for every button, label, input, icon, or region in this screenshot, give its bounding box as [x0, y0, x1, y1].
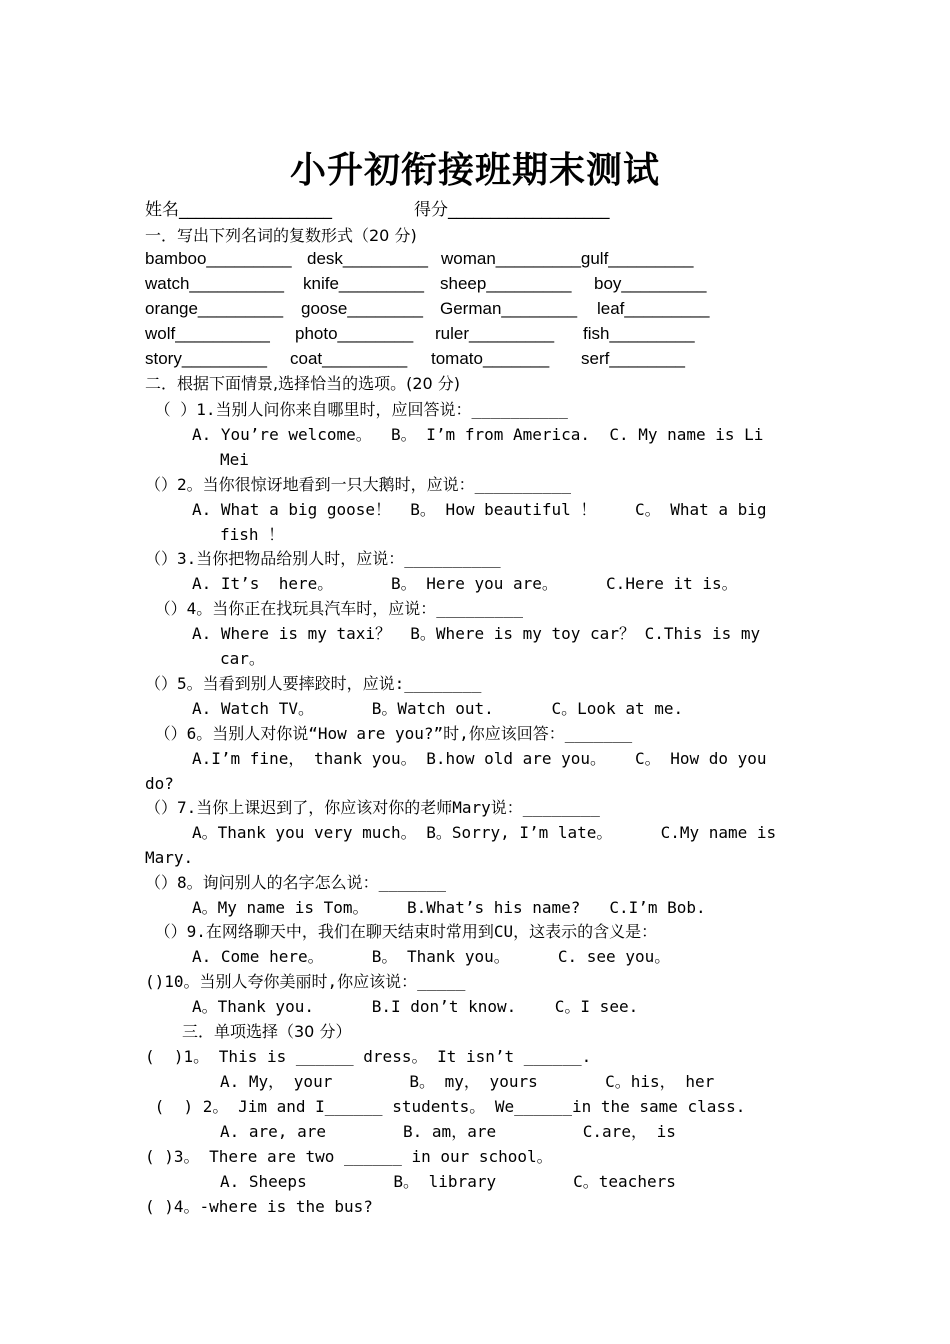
plural-item: wolf__________ [145, 324, 270, 343]
option-continuation: Mary. [145, 848, 194, 867]
question-line: （）6。当别人对你说“How are you?”时,你应该回答：_______ [145, 724, 633, 743]
option-line: A. are, are B. am，are C.are， is [220, 1122, 676, 1141]
option-line: A。My name is Tom。 B.What’s his name? C.I’m Bob. [192, 898, 706, 917]
plural-item: fish_________ [583, 324, 695, 343]
option-line: A. You’re welcome。 B。 I’m from America. C. My name is Li [192, 425, 764, 444]
option-line: A. Come here。 B。 Thank you。 C. see you。 [192, 947, 671, 966]
plural-item: leaf_________ [597, 299, 710, 318]
question-line: ( )3。 There are two ______ in our school。 [145, 1147, 553, 1166]
section1-heading: 一．写出下列名词的复数形式（20 分) [145, 226, 417, 245]
question-line: （）5。当看到别人要摔跤时，应说:________ [145, 674, 482, 693]
option-line: A. Sheeps B。 library C。teachers [220, 1172, 676, 1191]
question-line: （）9.在网络聊天中，我们在聊天结束时常用到CU，这表示的含义是： [145, 922, 658, 941]
option-continuation: Mei [220, 450, 249, 469]
option-line: A. What a big goose！ B。 How beautiful ！ C。 What a big [192, 500, 767, 519]
plural-item: German________ [440, 299, 578, 318]
question-line: ( )4。-where is the bus? [145, 1197, 373, 1216]
plural-item: coat_________ [290, 349, 408, 368]
question-line: （）2。当你很惊讶地看到一只大鹅时，应说：__________ [145, 475, 571, 494]
option-continuation: car。 [220, 649, 265, 668]
plural-item: bamboo_________ [145, 249, 292, 268]
option-continuation: fish ！ [220, 525, 285, 544]
option-line: A. My， your B。 my， yours C。his， her [220, 1072, 715, 1091]
question-line: （）7.当你上课迟到了，你应该对你的老师Mary说：________ [145, 798, 600, 817]
plural-item: boy_________ [594, 274, 707, 293]
option-line: A.I’m fine， thank you。 B.how old are you。 C。 How do you [192, 749, 767, 768]
name-field-label: 姓名__________________ [145, 200, 332, 220]
plural-item: knife_________ [303, 274, 425, 293]
section2-heading: 二．根据下面情景,选择恰当的选项。(20 分) [145, 374, 461, 393]
question-line: （）3.当你把物品给别人时，应说：__________ [145, 549, 501, 568]
option-line: A. It’s here。 B。 Here you are。 C.Here it is。 [192, 574, 738, 593]
plural-item: serf________ [581, 349, 685, 368]
plural-item: woman_________gulf_________ [441, 249, 694, 268]
question-line: （ ）1.当别人问你来自哪里时，应回答说：__________ [145, 400, 568, 419]
plural-item: photo________ [295, 324, 414, 343]
plural-item: desk_________ [307, 249, 429, 268]
option-line: A. Watch TV。 B。Watch out. C。Look at me. [192, 699, 684, 718]
option-line: A. Where is my taxi？ B。Where is my toy car？ C.This is my [192, 624, 761, 643]
option-line: A。Thank you. B.I don’t know. C。I see. [192, 997, 639, 1016]
score-field-label: 得分___________________ [414, 200, 610, 220]
question-line: （）4。当你正在找玩具汽车时，应说：_________ [145, 599, 523, 618]
plural-item: story_________ [145, 349, 267, 368]
question-line: ( )1。 This is ______ dress。 It isn’t ______. [145, 1047, 592, 1066]
plural-item: tomato_______ [431, 349, 550, 368]
plural-item: ruler_________ [435, 324, 555, 343]
question-line: （）8。询问别人的名字怎么说：_______ [145, 873, 447, 892]
option-line: A。Thank you very much。 B。Sorry, I’m late。 C.My name is [192, 823, 777, 842]
page-title: 小升初衔接班期末测试 [289, 149, 660, 191]
question-line: ()10。当别人夸你美丽时,你应该说：_____ [145, 972, 466, 991]
plural-item: orange_________ [145, 299, 284, 318]
section3-heading: 三．单项选择（30 分） [182, 1022, 352, 1041]
plural-item: watch__________ [145, 274, 284, 293]
plural-item: sheep_________ [440, 274, 572, 293]
plural-item: goose________ [301, 299, 423, 318]
option-continuation: do? [145, 774, 174, 793]
question-line: ( ) 2。 Jim and I______ students。 We______in the same class. [145, 1097, 746, 1116]
